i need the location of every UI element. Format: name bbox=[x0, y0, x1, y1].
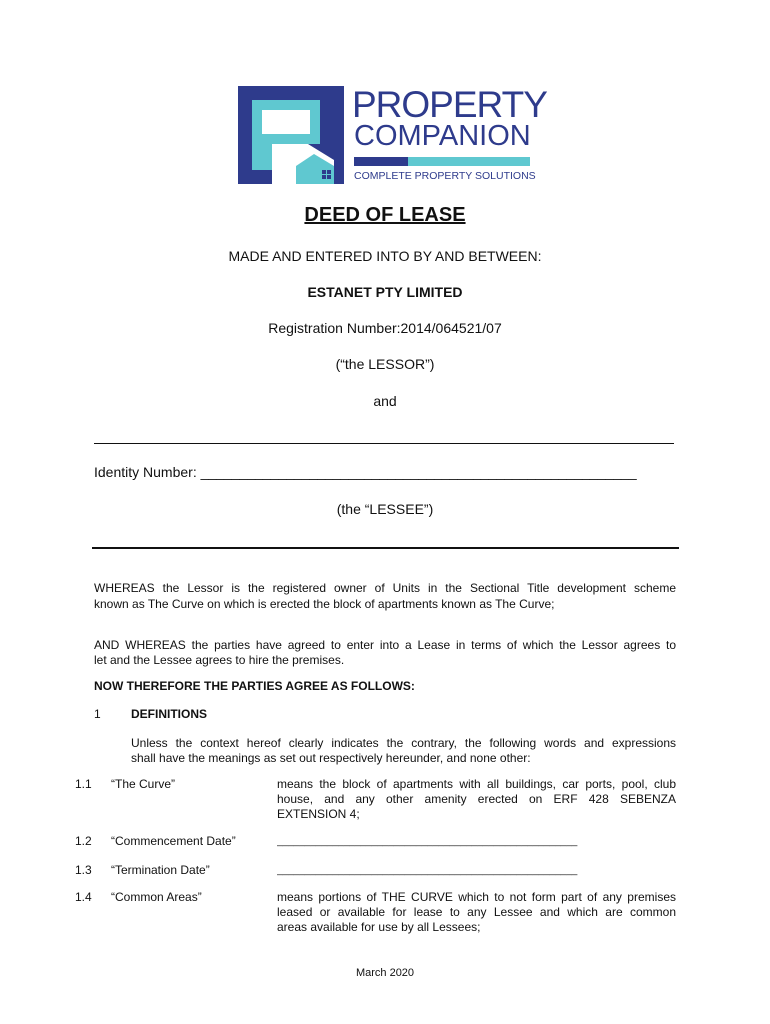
definition-text-line: means portions of THE CURVE which to not form part of any premises bbox=[277, 890, 676, 904]
commencement-date-blank: ______________________________________________________ bbox=[277, 836, 578, 847]
definition-text-line: EXTENSION 4; bbox=[277, 807, 360, 821]
lessor-role: (“the LESSOR”) bbox=[335, 356, 435, 372]
whereas-2-line1: AND WHEREAS the parties have agreed to enter into a Lease in terms of which the Lessor agrees to bbox=[94, 638, 676, 652]
lessee-name-blank bbox=[94, 443, 674, 444]
definition-term: “Termination Date” bbox=[111, 863, 210, 877]
registration-number: Registration Number:2014/064521/07 bbox=[268, 320, 502, 336]
definition-number: 1.3 bbox=[75, 863, 92, 877]
whereas-1-line2: known as The Curve on which is erected the block of apartments known as The Curve; bbox=[94, 597, 555, 611]
definition-text-line: means the block of apartments with all buildings, car ports, pool, club bbox=[277, 777, 676, 791]
logo-word-companion: COMPANION bbox=[354, 120, 531, 152]
document-title: DEED OF LEASE bbox=[304, 204, 466, 226]
definition-term: “The Curve” bbox=[111, 777, 176, 791]
whereas-2-line2: let and the Lessee agrees to hire the premises. bbox=[94, 653, 345, 667]
section-heading: DEFINITIONS bbox=[131, 707, 208, 721]
definition-number: 1.4 bbox=[75, 890, 92, 904]
footer-date: March 2020 bbox=[355, 967, 415, 979]
property-companion-logo bbox=[238, 84, 547, 184]
lessee-role: (the “LESSEE”) bbox=[336, 501, 434, 517]
definition-text-line: house, and any other amenity erected on ERF 428 SEBENZA bbox=[277, 792, 676, 806]
now-therefore-heading: NOW THEREFORE THE PARTIES AGREE AS FOLLOWS: bbox=[94, 679, 415, 693]
and-text: and bbox=[373, 393, 397, 409]
definitions-intro-line1: Unless the context hereof clearly indicates the contrary, the following words and expressions bbox=[131, 736, 676, 750]
intro-text: MADE AND ENTERED INTO BY AND BETWEEN: bbox=[228, 248, 542, 264]
definition-term: “Commencement Date” bbox=[111, 834, 236, 848]
definition-text-line: areas available for use by all Lessees; bbox=[277, 920, 481, 934]
definition-text-line: leased or available for lease to any Lessee and which are common bbox=[277, 905, 676, 919]
termination-date-blank: ______________________________________________________ bbox=[277, 865, 578, 876]
definitions-intro-line2: shall have the meanings as set out respectively hereunder, and none other: bbox=[131, 751, 531, 765]
identity-number-field: Identity Number: ________________________________________________________ bbox=[94, 464, 637, 480]
logo-tagline: COMPLETE PROPERTY SOLUTIONS bbox=[354, 170, 536, 182]
header-divider bbox=[92, 547, 679, 549]
lessor-name: ESTANET PTY LIMITED bbox=[307, 284, 463, 300]
definition-number: 1.2 bbox=[75, 834, 92, 848]
logo-mark-icon bbox=[238, 86, 344, 184]
section-number: 1 bbox=[94, 707, 101, 721]
logo-bar-navy bbox=[354, 157, 408, 166]
definition-term: “Common Areas” bbox=[111, 890, 202, 904]
logo-word-property: PROPERTY bbox=[352, 84, 547, 125]
definition-number: 1.1 bbox=[75, 777, 92, 791]
logo-bar-teal bbox=[408, 157, 530, 166]
whereas-1-line1: WHEREAS the Lessor is the registered owner of Units in the Sectional Title development scheme bbox=[94, 581, 676, 595]
